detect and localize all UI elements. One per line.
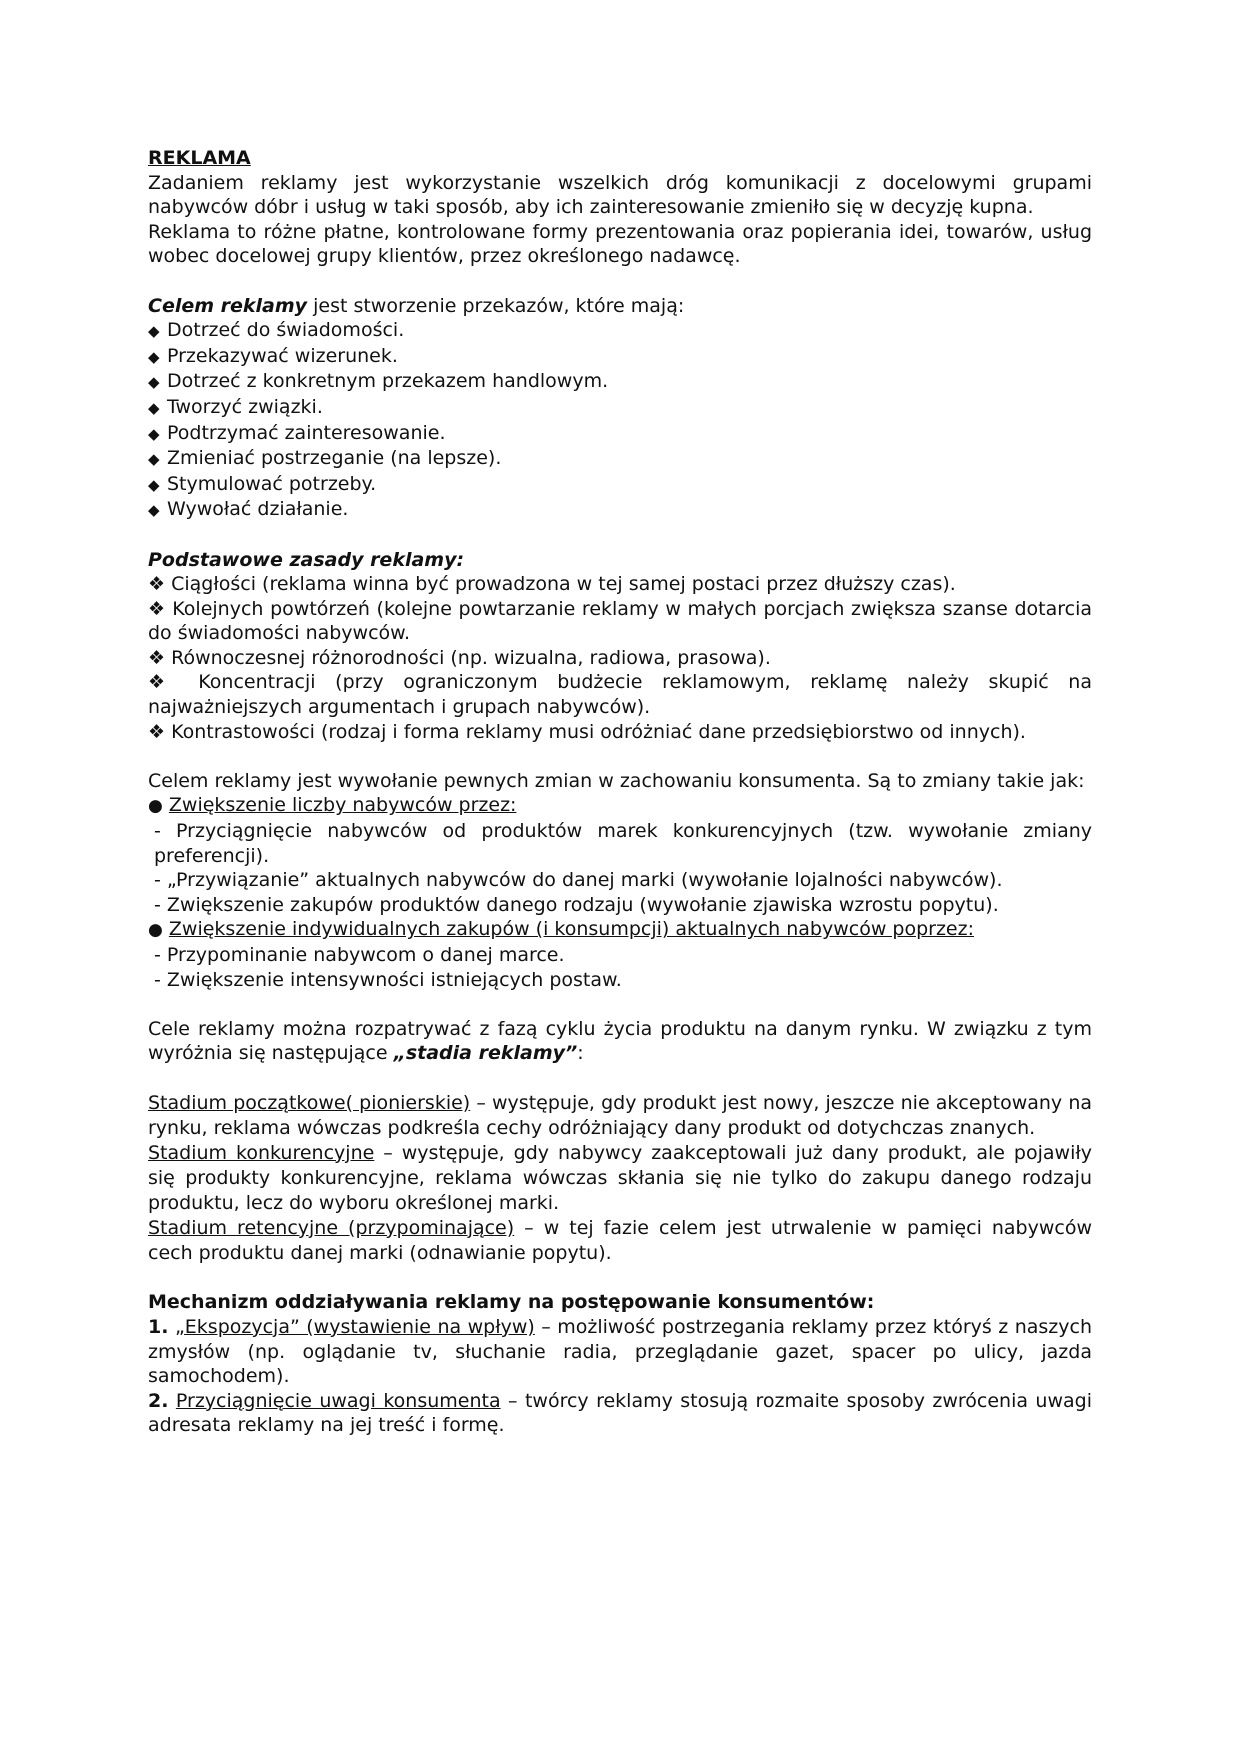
stages-intro-end: :	[577, 1042, 584, 1065]
rules-list	[148, 572, 1092, 744]
rule-item	[148, 720, 1092, 745]
stage-label: Stadium retencyjne (przypominające)	[148, 1216, 515, 1239]
goal-item-text: Stymulować potrzeby.	[167, 472, 377, 495]
goal-item	[148, 344, 1092, 370]
diamond-bullet-icon: ◆	[148, 501, 160, 520]
goals-heading-line	[148, 294, 1092, 319]
rule-item-text: Równoczesnej różnorodności (np. wizualna, radiowa, prasowa).	[171, 646, 771, 669]
goal-item	[148, 472, 1092, 498]
goal-item-text: Tworzyć związki.	[167, 395, 323, 418]
four-diamond-bullet-icon: ❖	[148, 720, 166, 743]
mechanism-list	[148, 1315, 1092, 1438]
goal-item-text: Wywołać działanie.	[167, 498, 349, 521]
changes-intro: Celem reklamy jest wywołanie pewnych zmian w zachowaniu konsumenta. Są to zmiany takie jak:	[148, 769, 1085, 792]
changes-group-2-list	[148, 943, 1092, 992]
dot-bullet-icon: ●	[148, 920, 163, 941]
intro-paragraph-2: Reklama to różne płatne, kontrolowane formy prezentowania oraz popierania idei, towarów, usług wobec docelowej grupy klientów, przez określonego nadawcę.	[148, 220, 1092, 268]
stage-label: Stadium początkowe( pionierskie)	[148, 1091, 471, 1114]
diamond-bullet-icon: ◆	[148, 347, 160, 366]
diamond-bullet-icon: ◆	[148, 398, 160, 417]
stage-item	[148, 1141, 1092, 1216]
list-item: - „Przywiązanie” aktualnych nabywców do danej marki (wywołanie lojalności nabywców).	[154, 869, 1003, 892]
mechanism-label: Przyciągnięcie uwagi konsumenta	[175, 1389, 501, 1412]
goal-item-text: Przekazywać wizerunek.	[167, 344, 398, 367]
rule-item-text: Koncentracji (przy ograniczonym budżecie reklamowym, reklamę należy skupić na najważniejszych argumentach i grupach nabywców).	[148, 671, 1092, 719]
changes-group-2-label-line	[148, 917, 1092, 943]
four-diamond-bullet-icon: ❖	[148, 597, 166, 620]
stage-item	[148, 1091, 1092, 1141]
diamond-bullet-icon: ◆	[148, 475, 160, 494]
rules-heading: Podstawowe zasady reklamy:	[148, 548, 465, 571]
rule-item	[148, 646, 1092, 671]
rule-item	[148, 572, 1092, 597]
dot-bullet-icon: ●	[148, 796, 163, 817]
diamond-bullet-icon: ◆	[148, 373, 160, 392]
diamond-bullet-icon: ◆	[148, 424, 160, 443]
goal-item	[148, 369, 1092, 395]
four-diamond-bullet-icon: ❖	[148, 646, 166, 669]
rule-item-text: Kontrastowości (rodzaj i forma reklamy musi odróżniać dane przedsiębiorstwo od innych).	[171, 720, 1026, 743]
mechanism-item	[148, 1315, 1092, 1389]
changes-group-1-list	[148, 819, 1092, 917]
goals-heading: Celem reklamy	[148, 294, 308, 317]
stage-text: – występuje, gdy produkt jest nowy, jeszcze nie akceptowany na rynku, reklama wówczas podkreśla cechy odróżniający dany produkt od dotychczas znanych.	[148, 1091, 1093, 1140]
four-diamond-bullet-icon: ❖	[148, 671, 179, 694]
goal-item	[148, 395, 1092, 421]
goal-item-text: Zmieniać postrzeganie (na lepsze).	[167, 447, 502, 470]
list-item: - Przypominanie nabywcom o danej marce.	[154, 944, 565, 966]
mechanism-text: – twórcy reklamy stosują rozmaite sposoby zwrócenia uwagi adresata reklamy na jej treść i formę.	[148, 1389, 1092, 1437]
four-diamond-bullet-icon: ❖	[148, 573, 166, 596]
rule-item-text: Ciągłości (reklama winna być prowadzona w tej samej postaci przez dłuższy czas).	[171, 573, 956, 596]
stage-text: – w tej fazie celem jest utrwalenie w pamięci nabywców cech produktu danej marki (odnawianie popytu).	[148, 1216, 1093, 1265]
changes-group-1-label-line	[148, 793, 1092, 819]
stage-item	[148, 1216, 1092, 1266]
mechanism-item	[148, 1389, 1092, 1438]
goal-item-text: Podtrzymać zainteresowanie.	[167, 421, 446, 444]
document-title: REKLAMA	[148, 147, 251, 169]
stages-intro	[148, 1017, 1092, 1066]
goals-heading-rest: jest stworzenie przekazów, które mają:	[307, 294, 685, 317]
list-item: - Zwiększenie zakupów produktów danego rodzaju (wywołanie zjawiska wzrostu popytu).	[154, 893, 999, 916]
stages-intro-bold: „stadia reklamy”	[393, 1042, 578, 1065]
goal-item	[148, 446, 1092, 472]
diamond-bullet-icon: ◆	[148, 322, 160, 341]
mechanism-text: – możliwość postrzegania reklamy przez któryś z naszych zmysłów (np. oglądanie tv, słuchanie radia, przeglądanie gazet, spacer po ulicy, jazda samochodem).	[148, 1315, 1092, 1388]
stage-label: Stadium konkurencyjne	[148, 1141, 375, 1164]
changes-group-2-label: Zwiększenie indywidualnych zakupów (i konsumpcji) aktualnych nabywców poprzez:	[168, 918, 974, 941]
stages-intro-text: Cele reklamy można rozpatrywać z fazą cyklu życia produktu na danym rynku. W związku z tym wyróżnia się następujące	[148, 1017, 1092, 1065]
goal-item	[148, 318, 1092, 344]
diamond-bullet-icon: ◆	[148, 450, 160, 469]
document-page	[148, 146, 1092, 1438]
goal-item	[148, 421, 1092, 447]
list-item: - Zwiększenie intensywności istniejących postaw.	[154, 968, 622, 991]
goal-item	[148, 497, 1092, 523]
mechanism-heading: Mechanizm oddziaływania reklamy na postępowanie konsumentów:	[148, 1291, 875, 1314]
stages-list	[148, 1091, 1092, 1266]
rule-item	[148, 597, 1092, 646]
goals-list	[148, 318, 1092, 523]
mechanism-label: „Ekspozycja” (wystawienie na wpływ)	[174, 1315, 535, 1338]
rule-item	[148, 670, 1092, 719]
mechanism-number: 2.	[148, 1389, 169, 1412]
changes-group-1-label: Zwiększenie liczby nabywców przez:	[168, 794, 517, 817]
stage-text: – występuje, gdy nabywcy zaakceptowali już dany produkt, ale pojawiły się produkty konkurencyjne, reklama wówczas skłania się nie tylko do zakupu danego rodzaju produktu, lecz do wyboru określonej marki.	[148, 1141, 1092, 1214]
rule-item-text: Kolejnych powtórzeń (kolejne powtarzanie reklamy w małych porcjach zwiększa szanse dotarcia do świadomości nabywców.	[148, 597, 1092, 645]
intro-paragraph-1: Zadaniem reklamy jest wykorzystanie wszelkich dróg komunikacji z docelowymi grupami nabywców dóbr i usług w taki sposób, aby ich zainteresowanie zmieniło się w decyzję kupna.	[148, 171, 1092, 219]
mechanism-number: 1.	[148, 1315, 169, 1338]
list-item: - Przyciągnięcie nabywców od produktów marek konkurencyjnych (tzw. wywołanie zmiany preferencji).	[154, 820, 1092, 867]
goal-item-text: Dotrzeć z konkretnym przekazem handlowym.	[167, 370, 609, 393]
goal-item-text: Dotrzeć do świadomości.	[167, 319, 405, 342]
